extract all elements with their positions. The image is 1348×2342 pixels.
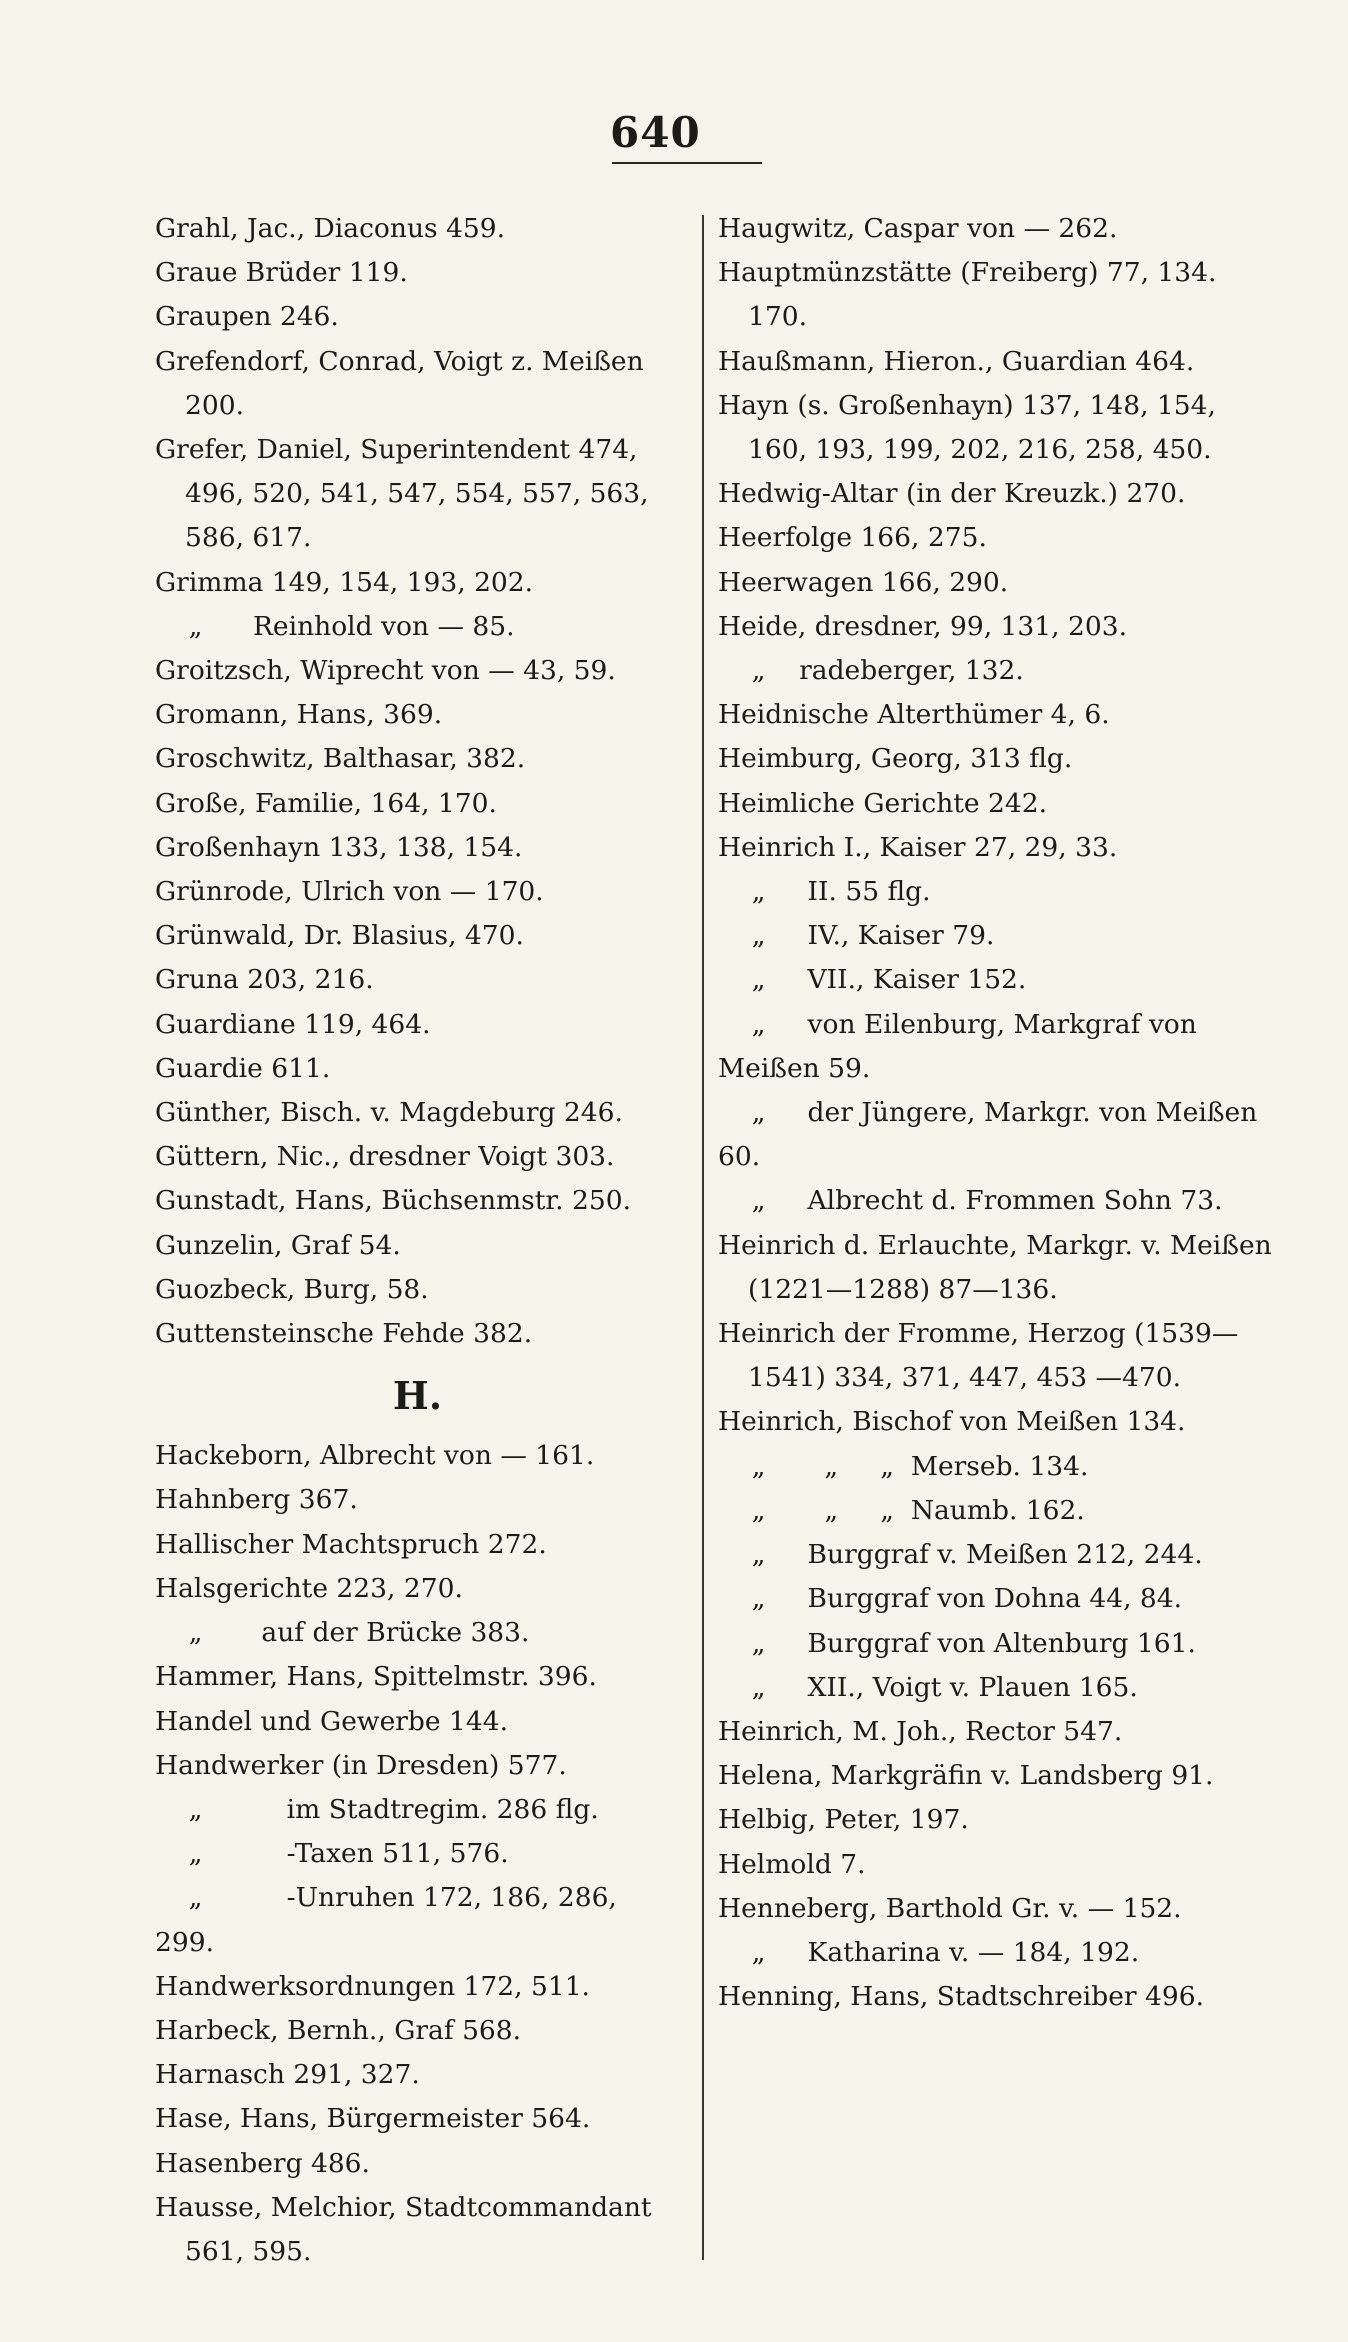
index-subentry: „ „ „ Merseb. 134.: [718, 1450, 1089, 1482]
index-entry: Heinrich, Bischof von Meißen 134.: [718, 1406, 1186, 1438]
index-entry: Guozbeck, Burg, 58.: [155, 1273, 429, 1305]
index-entry: Heinrich, M. Joh., Rector 547.: [718, 1715, 1123, 1747]
index-entry: Haußmann, Hieron., Guardian 464.: [718, 345, 1195, 377]
index-entry: Gruna 203, 216.: [155, 964, 374, 996]
index-entry: Halsgerichte 223, 270.: [155, 1572, 463, 1604]
index-entry: Hausse, Melchior, Stadtcommandant 561, 595.: [155, 2191, 660, 2267]
index-entry: Heidnische Alterthümer 4, 6.: [718, 699, 1110, 731]
index-entry: Helena, Markgräfin v. Landsberg 91.: [718, 1760, 1214, 1792]
index-entry: Guardiane 119, 464.: [155, 1008, 431, 1040]
header-rule: [612, 162, 762, 164]
index-entry: Günther, Bisch. v. Magdeburg 246.: [155, 1097, 623, 1129]
index-entry: Hammer, Hans, Spittelmstr. 396.: [155, 1661, 597, 1693]
index-entry: Graue Brüder 119.: [155, 257, 408, 289]
index-subentry: „ „ „ Naumb. 162.: [718, 1494, 1085, 1526]
index-entry: Heinrich d. Erlauchte, Markgr. v. Meißen (1221—1288) 87—136.: [718, 1229, 1281, 1305]
index-entry: Hasenberg 486.: [155, 2147, 370, 2179]
index-entry: Gunstadt, Hans, Büchsenmstr. 250.: [155, 1185, 632, 1217]
index-subentry: „ Katharina v. — 184, 192.: [718, 1936, 1140, 1968]
index-subentry: „ XII., Voigt v. Plauen 165.: [718, 1671, 1138, 1703]
index-column-right: [718, 207, 1281, 2019]
index-entry: Hase, Hans, Bürgermeister 564.: [155, 2103, 591, 2135]
index-subentry: „ IV., Kaiser 79.: [718, 920, 995, 952]
index-entry: Heerfolge 166, 275.: [718, 522, 987, 554]
index-entry: Hallischer Machtspruch 272.: [155, 1528, 547, 1560]
index-entry: Großenhayn 133, 138, 154.: [155, 831, 523, 863]
index-entry: Grefer, Daniel, Superintendent 474, 496, 520, 541, 547, 554, 557, 563, 586, 617.: [155, 434, 658, 554]
index-entry: Graupen 246.: [155, 301, 339, 333]
index-entry: Heimliche Gerichte 242.: [718, 787, 1048, 819]
index-entry: Heinrich der Fromme, Herzog (1539—1541) 334, 371, 447, 453 —470.: [718, 1318, 1239, 1394]
index-subentry: „ Reinhold von — 85.: [155, 610, 515, 642]
index-subentry: „ VII., Kaiser 152.: [718, 964, 1027, 996]
index-entry: Handel und Gewerbe 144.: [155, 1705, 509, 1737]
index-subentry: „ II. 55 flg.: [718, 876, 931, 908]
index-entry: Hauptmünzstätte (Freiberg) 77, 134. 170.: [718, 257, 1225, 333]
page-number: 640: [610, 108, 701, 157]
index-entry: Grahl, Jac., Diaconus 459.: [155, 213, 506, 244]
index-subentry: „ -Taxen 511, 576.: [155, 1838, 509, 1870]
index-entry: Haugwitz, Caspar von — 262.: [718, 213, 1118, 244]
index-column-left: [155, 207, 680, 2274]
section-letter-heading: H.: [392, 1373, 443, 1419]
index-entry: Grünwald, Dr. Blasius, 470.: [155, 920, 524, 952]
index-subentry: „ Burggraf von Altenburg 161.: [718, 1627, 1196, 1659]
index-subentry: „ Burggraf von Dohna 44, 84.: [718, 1583, 1183, 1615]
index-subentry: „ radeberger, 132.: [718, 655, 1024, 687]
index-entry: Guttensteinsche Fehde 382.: [155, 1318, 533, 1350]
index-entry: Heide, dresdner, 99, 131, 203.: [718, 610, 1127, 642]
index-entry: Handwerker (in Dresden) 577.: [155, 1749, 567, 1781]
index-entry: Harnasch 291, 327.: [155, 2059, 420, 2091]
index-entry: Henning, Hans, Stadtschreiber 496.: [718, 1981, 1204, 2013]
index-entry: Große, Familie, 164, 170.: [155, 787, 497, 819]
index-entry: Hackeborn, Albrecht von — 161.: [155, 1440, 595, 1472]
index-entry: Groschwitz, Balthasar, 382.: [155, 743, 526, 775]
column-divider: [702, 215, 704, 2260]
index-subentry: „ -Unruhen 172, 186, 286, 299.: [155, 1882, 626, 1958]
index-subentry: „ von Eilenburg, Markgraf von Meißen 59.: [718, 1008, 1206, 1084]
index-entry: Güttern, Nic., dresdner Voigt 303.: [155, 1141, 615, 1173]
index-subentry: „ der Jüngere, Markgr. von Meißen 60.: [718, 1097, 1266, 1173]
index-subentry: „ Burggraf v. Meißen 212, 244.: [718, 1539, 1203, 1571]
index-entry: Heimburg, Georg, 313 flg.: [718, 743, 1073, 775]
index-entry: Hayn (s. Großenhayn) 137, 148, 154, 160, 193, 199, 202, 216, 258, 450.: [718, 389, 1225, 466]
index-entry: Handwerksordnungen 172, 511.: [155, 1970, 590, 2002]
index-entry: Guardie 611.: [155, 1052, 331, 1084]
index-entry: Grefendorf, Conrad, Voigt z. Meißen 200.: [155, 345, 653, 421]
index-entry: Helmold 7.: [718, 1848, 866, 1880]
index-entry: Harbeck, Bernh., Graf 568.: [155, 2014, 522, 2046]
index-entry: Groitzsch, Wiprecht von — 43, 59.: [155, 655, 616, 687]
index-entry: Grimma 149, 154, 193, 202.: [155, 566, 534, 598]
index-entry: Henneberg, Barthold Gr. v. — 152.: [718, 1892, 1182, 1924]
index-entry: Helbig, Peter, 197.: [718, 1804, 969, 1836]
index-entry: Gunzelin, Graf 54.: [155, 1229, 401, 1261]
index-entry: Heerwagen 166, 290.: [718, 566, 1009, 598]
index-subentry: „ auf der Brücke 383.: [155, 1617, 530, 1649]
index-entry: Grünrode, Ulrich von — 170.: [155, 876, 544, 908]
index-subentry: „ im Stadtregim. 286 flg.: [155, 1793, 599, 1825]
index-entry: Hedwig-Altar (in der Kreuzk.) 270.: [718, 478, 1186, 510]
index-entry: Hahnberg 367.: [155, 1484, 358, 1516]
index-subentry: „ Albrecht d. Frommen Sohn 73.: [718, 1185, 1223, 1217]
index-entry: Gromann, Hans, 369.: [155, 699, 443, 731]
index-entry: Heinrich I., Kaiser 27, 29, 33.: [718, 831, 1118, 863]
